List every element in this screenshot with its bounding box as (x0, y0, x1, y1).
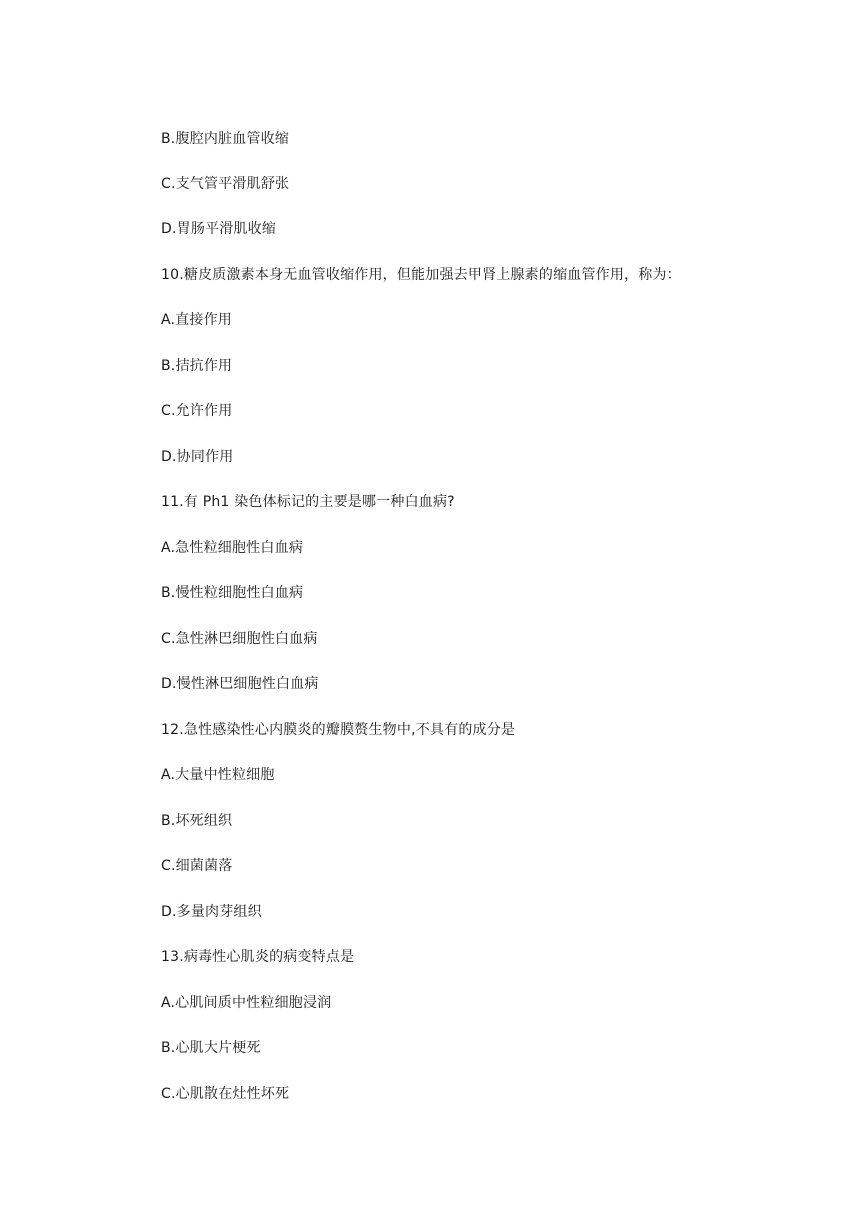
option-c-q13: C.心肌散在灶性坏死 (161, 1086, 290, 1102)
option-c-q12: C.细菌菌落 (161, 858, 233, 874)
option-b-q10: B.拮抗作用 (161, 358, 233, 374)
option-b-q12: B.坏死组织 (161, 813, 233, 829)
option-a-q11: A.急性粒细胞性白血病 (161, 540, 303, 556)
option-a-q10: A.直接作用 (161, 312, 232, 328)
option-a-q13: A.心肌间质中性粒细胞浸润 (161, 995, 332, 1011)
option-c-q10: C.允许作用 (161, 403, 233, 419)
option-d-q9: D.胃肠平滑肌收缩 (161, 221, 277, 237)
question-12: 12.急性感染性心内膜炎的瓣膜赘生物中,不具有的成分是 (161, 722, 516, 738)
question-10: 10.糖皮质激素本身无血管收缩作用，但能加强去甲肾上腺素的缩血管作用，称为： (161, 267, 681, 283)
option-d-q12: D.多量肉芽组织 (161, 904, 262, 920)
option-d-q11: D.慢性淋巴细胞性白血病 (161, 676, 319, 692)
option-d-q10: D.协同作用 (161, 449, 234, 465)
question-11: 11.有 Ph1 染色体标记的主要是哪一种白血病? (161, 494, 455, 510)
option-c-q11: C.急性淋巴细胞性白血病 (161, 631, 318, 647)
option-b-q13: B.心肌大片梗死 (161, 1040, 261, 1056)
option-c-q9: C.支气管平滑肌舒张 (161, 176, 290, 192)
option-b-q9: B.腹腔内脏血管收缩 (161, 131, 290, 147)
question-13: 13.病毒性心肌炎的病变特点是 (161, 949, 355, 965)
option-b-q11: B.慢性粒细胞性白血病 (161, 585, 304, 601)
option-a-q12: A.大量中性粒细胞 (161, 767, 275, 783)
